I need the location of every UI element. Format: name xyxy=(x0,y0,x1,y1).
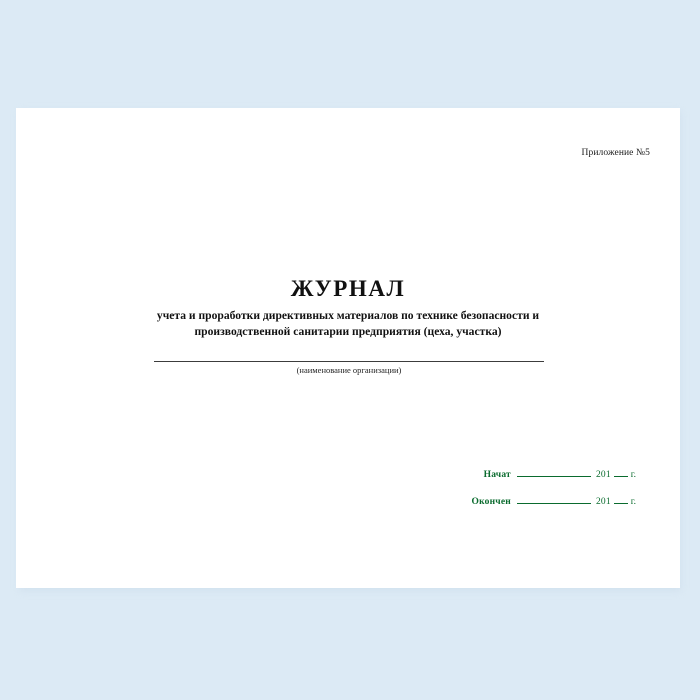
document-page xyxy=(16,108,680,588)
title-block xyxy=(16,276,680,339)
document-subtitle-line-1: учета и проработки директивных материалов по технике безопасности и xyxy=(156,309,540,323)
started-date-row xyxy=(426,468,636,480)
document-subtitle-line-2: производственной санитарии предприятия (цеха, участка) xyxy=(194,324,502,338)
started-year-prefix: 201 xyxy=(595,470,611,480)
finished-date-row xyxy=(426,495,636,507)
page-title: ЖУРНАЛ xyxy=(290,276,406,301)
finished-year-input[interactable] xyxy=(614,495,628,504)
finished-date-input[interactable] xyxy=(517,495,591,504)
document-subtitle xyxy=(16,308,680,339)
finished-year-suffix: г. xyxy=(630,497,636,507)
finished-label: Окончен xyxy=(471,497,511,507)
organization-input-line[interactable] xyxy=(154,360,544,362)
started-year-suffix: г. xyxy=(630,470,636,480)
started-label: Начат xyxy=(483,470,511,480)
appendix-note: Приложение №5 xyxy=(581,148,650,158)
started-date-input[interactable] xyxy=(517,468,591,477)
date-fields xyxy=(426,468,636,522)
organization-field xyxy=(154,360,544,375)
started-year-input[interactable] xyxy=(614,468,628,477)
organization-caption: (наименование организации) xyxy=(296,365,402,375)
finished-year-prefix: 201 xyxy=(595,497,611,507)
